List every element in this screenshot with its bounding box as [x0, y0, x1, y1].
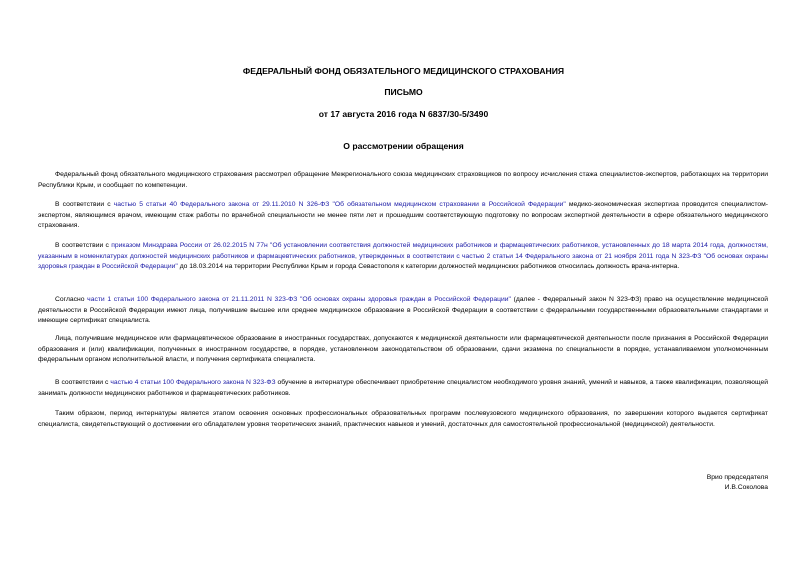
- paragraph-7-text: Таким образом, период интернатуры является этапом освоения основных профессиональных образовательных программ послевузовского медицинского образования, по завершении которого выдается сертификат специалиста, свидетельствующий о достижении его обладателем уровня теоретических знаний, практических навыков и умений, достаточных для самостоятельной профессиональной (медицинской) деятельности.: [38, 410, 768, 428]
- paragraph-5: [38, 334, 768, 366]
- paragraph-6: [38, 378, 768, 399]
- paragraph-3-text-end: до 18.03.2014 на территории Республики Крым и города Севастополя к категории должностей медицинских работников относилась должность врача-интерна.: [177, 263, 680, 270]
- document-type: ПИСЬМО: [384, 87, 423, 97]
- paragraph-1-text: Федеральный фонд обязательного медицинского страхования рассмотрел обращение Межрегионального союза медицинских страховщиков по вопросу исчисления стажа специалистов-экспертов, работающих на территории Республики Крым, и сообщает по компетенции.: [38, 171, 768, 189]
- paragraph-7: [38, 409, 768, 430]
- law-323-fz-article-100-part-4-link[interactable]: частью 4 статьи 100 Федерального закона N 323-ФЗ: [110, 379, 276, 386]
- paragraph-4-text-start: Согласно: [55, 296, 88, 303]
- paragraph-2: [38, 200, 768, 232]
- document-subject: О рассмотрении обращения: [343, 141, 464, 151]
- law-323-fz-article-100-part-1-link[interactable]: части 1 статьи 100 Федерального закона от 21.11.2011 N 323-ФЗ "Об основах охраны здоровья граждан в Российской Федерации": [87, 296, 511, 303]
- order-77n-link[interactable]: приказом Минздрава России от 26.02.2015 N 77н "Об установлении соответствия должностей медицинских работников и фармацевтических работников, установленных до 18 марта 2014 года, должностям, указанным в номенклатурах должностей медицинских работников и фармацевтических работников, утвержденных в соответствии с частью 2 статьи 14 Федерального закона от 21 ноября 2011 года N 323-ФЗ "Об основах охраны здоровья граждан в Российской Федерации": [38, 242, 768, 270]
- paragraph-3: [38, 241, 768, 273]
- paragraph-5-text: Лица, получившие медицинское или фармацевтическое образование в иностранных государствах, допускаются к медицинской деятельности или фармацевтической деятельности после признания в Российской Федерации образования и (или) квалификации, полученных в иностранном государстве, в порядке, установленном законодательством об образовании, сдачи экзамена по специальности в порядке, устанавливаемом уполномоченным федеральным органом исполнительной власти, и получения сертификата специалиста.: [38, 335, 768, 363]
- paragraph-2-text-end: медико-экономическая экспертиза проводится специалистом-экспертом, являющимся врачом, имеющим стаж работы по врачебной специальности не менее пяти лет и прошедшим соответствующую подготовку по вопросам экспертной деятельности в сфере обязательного медицинского страхования.: [38, 201, 768, 229]
- law-326-fz-link[interactable]: частью 5 статьи 40 Федерального закона от 29.11.2010 N 326-ФЗ "Об обязательном медицинском страховании в Российской Федерации": [113, 201, 566, 208]
- paragraph-2-text-start: В соответствии с: [55, 201, 114, 208]
- paragraph-3-text-start: В соответствии с: [55, 242, 112, 249]
- paragraph-6-text-start: В соответствии с: [55, 379, 111, 386]
- signatory-role: Врио председателя: [706, 474, 768, 481]
- signatory-name: И.В.Соколова: [724, 484, 768, 491]
- paragraph-4: [38, 295, 768, 327]
- paragraph-4-text-end: (далее - Федеральный закон N 323-ФЗ) право на осуществление медицинской деятельности в Российской Федерации имеют лица, получившие высшее или среднее медицинское образование в Российской Федерации в соответствии с федеральными государственными образовательными стандартами и имеющие сертификат специалиста.: [38, 296, 768, 324]
- paragraph-6-text-end: обучение в интернатуре обеспечивает приобретение специалистом необходимого уровня знаний, умений и навыков, а также квалификации, позволяющей занимать должности медицинских работников и фармацевтических работников.: [38, 379, 768, 397]
- organization-title: ФЕДЕРАЛЬНЫЙ ФОНД ОБЯЗАТЕЛЬНОГО МЕДИЦИНСКОГО СТРАХОВАНИЯ: [242, 66, 565, 76]
- paragraph-1: [38, 170, 768, 191]
- document-date-number: от 17 августа 2016 года N 6837/30-5/3490: [318, 109, 489, 119]
